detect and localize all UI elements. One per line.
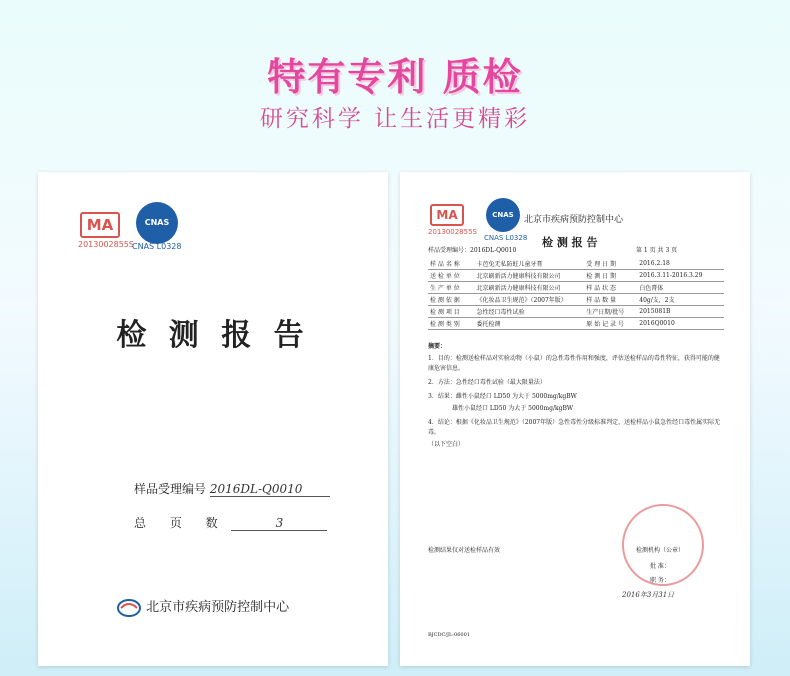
report-sample-number: 样品受理编号：2016DL-Q0010 <box>428 247 517 254</box>
summary-label: 摘要： <box>428 343 447 350</box>
issuer-name: 北京市疾病预防控制中心 <box>146 600 290 615</box>
official-seal <box>622 504 704 586</box>
info-value: 卡芭兔无私防蛀儿童牙膏 <box>475 258 585 270</box>
sample-number-label: 样品受理编号 <box>134 482 207 496</box>
cdc-logo-icon <box>116 598 142 618</box>
info-value: 2016.2.18 <box>637 258 724 270</box>
promo-subtitle: 研究科学 让生活更精彩 <box>259 106 531 132</box>
report-detail-page <box>400 172 750 666</box>
info-value: 委托检测 <box>475 318 585 330</box>
report-page-info: 第 1 页 共 3 页 <box>636 247 678 254</box>
info-value: 2016Q0010 <box>637 318 724 330</box>
ma-logo: MA <box>80 212 120 238</box>
info-value: 北京刷新活力健康科技有限公司 <box>475 270 585 282</box>
info-value: 2016.3.11-2016.3.29 <box>637 270 724 282</box>
report-title: 检 测 报 告 <box>542 236 598 249</box>
approver-label: 批 准： <box>650 563 670 570</box>
info-label: 检 测 项 目 <box>428 306 475 318</box>
sample-number-value: 2016DL-Q0010 <box>210 482 330 497</box>
info-label: 样 品 状 态 <box>584 282 637 294</box>
sample-number-row <box>134 480 330 497</box>
info-label: 检 测 依 据 <box>428 294 475 306</box>
info-label: 送 检 单 位 <box>428 270 475 282</box>
issuer-row <box>116 596 289 618</box>
total-pages-label: 总 页 数 <box>134 516 228 530</box>
sample-info-table <box>428 258 724 330</box>
summary-line: （以下空白） <box>428 441 465 448</box>
total-pages-value: 3 <box>231 516 327 531</box>
ma-code: 2013002855S <box>428 228 477 236</box>
info-row <box>428 306 724 318</box>
report-cover-page <box>38 172 388 666</box>
ma-logo: MA <box>430 204 464 226</box>
cnas-code: CNAS L0328 <box>484 234 528 242</box>
document-code: BJCDC/JL-06001 <box>428 632 470 638</box>
position-label: 职 务： <box>650 577 670 584</box>
info-row <box>428 258 724 270</box>
info-value: 《化妆品卫生规范》（2007年版） <box>475 294 585 306</box>
report-date: 2016年3月31日 <box>622 591 675 599</box>
summary-line: 2．方法：急性经口毒性试验（最大限量法） <box>428 379 546 386</box>
validity-note: 检测结果仅对送检样品有效 <box>428 547 501 554</box>
total-pages-row <box>134 514 327 531</box>
cnas-logo: CNAS <box>486 198 520 232</box>
info-label: 检 测 类 别 <box>428 318 475 330</box>
info-row <box>428 270 724 282</box>
info-label: 样 品 数 量 <box>584 294 637 306</box>
summary-line: 1．目的：检测送检样品对实验动物（小鼠）的急性毒性作用和强度，评估送检样品的毒性特征，获得可能的健康危害信息。 <box>428 355 720 372</box>
summary-line: 雄性小鼠经口 LD50 为大于 5000mg/kgBW <box>452 405 574 412</box>
info-value: 2015081B <box>637 306 724 318</box>
seal-label: 检测机构（公章） <box>636 547 685 554</box>
info-value: 白色膏体 <box>637 282 724 294</box>
ma-code: 2013002855S <box>78 240 134 249</box>
info-row <box>428 282 724 294</box>
info-row <box>428 294 724 306</box>
report-org: 北京市疾病预防控制中心 <box>524 215 624 225</box>
cover-title: 检 测 报 告 <box>116 318 310 353</box>
cnas-code: CNAS L0328 <box>132 242 182 251</box>
info-label: 生产日期/批号 <box>584 306 637 318</box>
cnas-logo: CNAS <box>136 202 178 244</box>
summary-body <box>428 354 724 450</box>
info-value: 40g/支，2支 <box>637 294 724 306</box>
info-label: 样 品 名 称 <box>428 258 475 270</box>
info-label: 原 始 记 录 号 <box>584 318 637 330</box>
info-row <box>428 318 724 330</box>
summary-line: 3．结果：雌性小鼠经口 LD50 为大于 5000mg/kgBW <box>428 393 577 400</box>
summary-line: 4．结论：根据《化妆品卫生规范》（2007年版）急性毒性分级标准判定，送检样品小鼠急性经口毒性属实际无毒。 <box>428 419 721 436</box>
promo-title: 特有专利 质检 <box>267 55 523 99</box>
info-value: 急性经口毒性试验 <box>475 306 585 318</box>
info-label: 受 理 日 期 <box>584 258 637 270</box>
info-label: 生 产 单 位 <box>428 282 475 294</box>
info-value: 北京刷新活力健康科技有限公司 <box>475 282 585 294</box>
info-label: 检 测 日 期 <box>584 270 637 282</box>
